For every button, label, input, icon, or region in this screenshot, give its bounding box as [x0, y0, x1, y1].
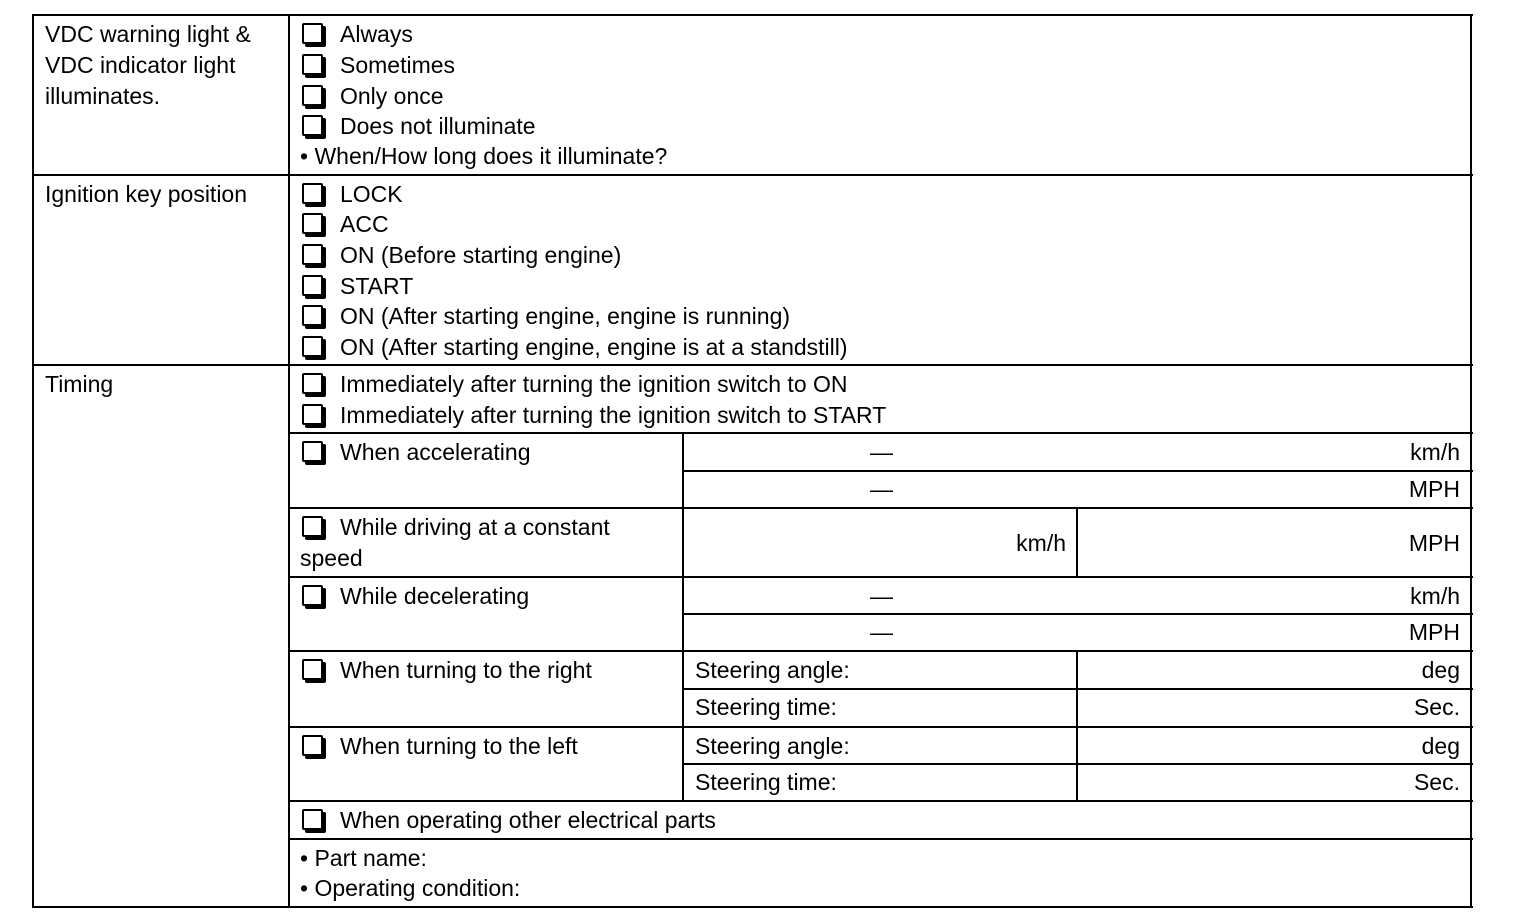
- constant-speed-label-cont: speed: [300, 545, 363, 571]
- speed-dash: —: [870, 476, 893, 502]
- unit-kmh: km/h: [1410, 583, 1460, 609]
- option-start: START: [340, 273, 414, 299]
- unit-sec: Sec.: [1413, 694, 1460, 720]
- vdc-label-line-2: VDC indicator light: [45, 52, 236, 78]
- option-on-standstill: ON (After starting engine, engine is at a standstill): [340, 334, 848, 360]
- option-on-before-start: ON (Before starting engine): [340, 242, 622, 268]
- option-acc: ACC: [340, 211, 389, 237]
- speed-dash: —: [870, 583, 893, 609]
- row-divider: [288, 576, 1473, 578]
- row-divider: [683, 688, 1473, 690]
- timing-label: Timing: [45, 371, 114, 397]
- column-divider: [682, 432, 684, 802]
- checkbox-decelerating[interactable]: [302, 585, 323, 606]
- row-divider: [288, 432, 1473, 434]
- row-divider: [288, 838, 1473, 840]
- unit-mph: MPH: [1408, 619, 1460, 645]
- row-divider: [683, 613, 1473, 615]
- steering-angle-label: Steering angle:: [695, 657, 850, 683]
- checkbox-electrical-parts[interactable]: [302, 809, 323, 830]
- checkbox-on-before-start[interactable]: [302, 244, 323, 265]
- turning-left-label: When turning to the left: [340, 733, 578, 759]
- vdc-label-line-1: VDC warning light &: [45, 21, 251, 47]
- row-divider: [288, 726, 1473, 728]
- turning-right-label: When turning to the right: [340, 657, 592, 683]
- row-divider: [683, 763, 1473, 765]
- unit-deg: deg: [1421, 657, 1460, 683]
- row-divider: [288, 507, 1473, 509]
- constant-speed-label: While driving at a constant: [340, 514, 610, 540]
- checkbox-sometimes[interactable]: [302, 54, 323, 75]
- row-divider: [32, 364, 1473, 366]
- table-border-right: [1470, 14, 1472, 908]
- steering-angle-label: Steering angle:: [695, 733, 850, 759]
- checkbox-on-running[interactable]: [302, 305, 323, 326]
- row-divider: [288, 800, 1473, 802]
- checkbox-turning-left[interactable]: [302, 735, 323, 756]
- electrical-parts-label: When operating other electrical parts: [340, 807, 716, 833]
- unit-mph: MPH: [1408, 476, 1460, 502]
- row-divider: [288, 650, 1473, 652]
- option-after-ignition-start: Immediately after turning the ignition switch to START: [340, 402, 887, 428]
- checkbox-acc[interactable]: [302, 213, 323, 234]
- unit-deg: deg: [1421, 733, 1460, 759]
- row-divider: [683, 470, 1473, 472]
- checkbox-after-ignition-start[interactable]: [302, 404, 323, 425]
- option-does-not-illuminate: Does not illuminate: [340, 113, 536, 139]
- row-divider: [32, 174, 1473, 176]
- option-after-ignition-on: Immediately after turning the ignition switch to ON: [340, 371, 848, 397]
- ignition-label: Ignition key position: [45, 181, 248, 207]
- option-only-once: Only once: [340, 83, 444, 109]
- checkbox-on-standstill[interactable]: [302, 336, 323, 357]
- checkbox-lock[interactable]: [302, 183, 323, 204]
- option-always: Always: [340, 21, 413, 47]
- decelerating-label: While decelerating: [340, 583, 530, 609]
- column-divider: [288, 14, 290, 908]
- table-border-bottom: [32, 906, 1473, 908]
- checkbox-does-not-illuminate[interactable]: [302, 115, 323, 136]
- table-border-left: [32, 14, 34, 908]
- table-border-top: [32, 14, 1473, 16]
- column-divider: [1076, 507, 1078, 578]
- checkbox-start[interactable]: [302, 275, 323, 296]
- accelerating-label: When accelerating: [340, 439, 531, 465]
- unit-sec: Sec.: [1413, 769, 1460, 795]
- operating-condition-note: • Operating condition:: [300, 875, 521, 901]
- vdc-note: • When/How long does it illuminate?: [300, 143, 668, 169]
- column-divider: [1076, 650, 1078, 802]
- option-on-running: ON (After starting engine, engine is running): [340, 303, 791, 329]
- steering-time-label: Steering time:: [695, 769, 837, 795]
- checkbox-only-once[interactable]: [302, 85, 323, 106]
- option-lock: LOCK: [340, 181, 403, 207]
- part-name-note: • Part name:: [300, 845, 427, 871]
- unit-mph: MPH: [1408, 530, 1460, 556]
- checkbox-constant-speed[interactable]: [302, 516, 323, 537]
- speed-dash: —: [870, 439, 893, 465]
- option-sometimes: Sometimes: [340, 52, 456, 78]
- checkbox-turning-right[interactable]: [302, 659, 323, 680]
- vdc-label-line-3: illuminates.: [45, 83, 161, 109]
- checkbox-accelerating[interactable]: [302, 441, 323, 462]
- speed-dash: —: [870, 619, 893, 645]
- checkbox-after-ignition-on[interactable]: [302, 373, 323, 394]
- checkbox-always[interactable]: [302, 23, 323, 44]
- steering-time-label: Steering time:: [695, 694, 837, 720]
- unit-kmh: km/h: [1016, 530, 1066, 556]
- unit-kmh: km/h: [1410, 439, 1460, 465]
